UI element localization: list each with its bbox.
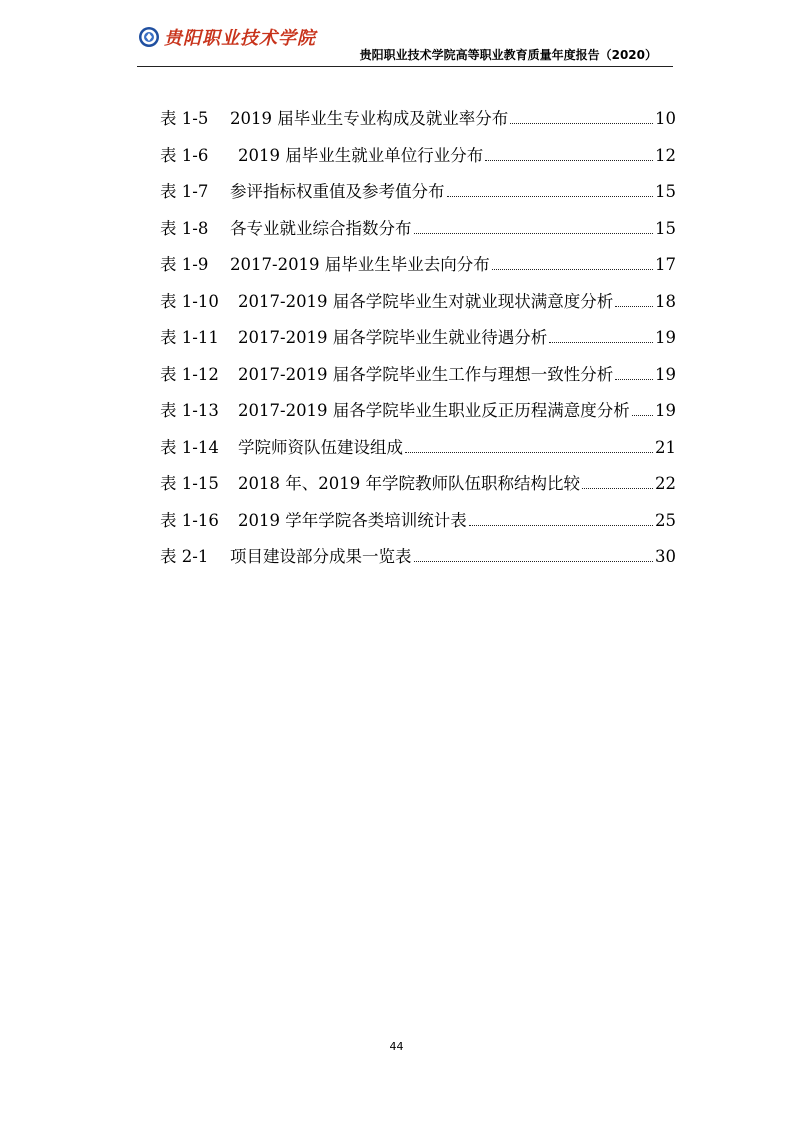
toc-entry-page: 10 <box>655 109 676 128</box>
toc-entry-page: 18 <box>655 291 676 311</box>
toc-entry[interactable] <box>160 288 676 325</box>
toc-entry-title: 参评指标权重值及参考值分布 <box>230 182 445 201</box>
toc-entry-title: 2017-2019 届毕业生毕业去向分布 <box>230 255 490 274</box>
toc-entry-code: 表 1-11 <box>160 328 219 347</box>
toc-entry-title: 2019 学年学院各类培训统计表 <box>238 510 467 530</box>
toc-entry-page: 19 <box>655 364 676 384</box>
toc-entry[interactable] <box>160 324 676 361</box>
toc-entry[interactable] <box>160 361 676 398</box>
toc-entry-page: 15 <box>655 182 676 201</box>
table-of-contents <box>160 105 676 580</box>
toc-leader-dots <box>492 269 653 270</box>
toc-entry-page: 17 <box>655 255 676 274</box>
toc-entry-page: 21 <box>655 437 676 457</box>
toc-leader-dots <box>485 160 653 161</box>
toc-entry[interactable] <box>160 105 676 142</box>
toc-entry[interactable] <box>160 434 676 471</box>
report-title: 贵阳职业技术学院高等职业教育质量年度报告（2020） <box>359 48 657 62</box>
toc-entry-page: 19 <box>655 328 676 347</box>
toc-leader-dots <box>582 488 653 489</box>
toc-leader-dots <box>414 561 654 562</box>
toc-entry-title: 2019 届毕业生专业构成及就业率分布 <box>230 109 509 128</box>
toc-entry-code: 表 1-8 <box>160 218 209 238</box>
toc-entry-page: 30 <box>655 547 676 566</box>
toc-entry-code: 表 1-16 <box>160 510 219 530</box>
toc-entry-title: 项目建设部分成果一览表 <box>230 547 412 566</box>
toc-entry-title: 2017-2019 届各学院毕业生职业反正历程满意度分析 <box>238 401 630 420</box>
toc-entry-page: 19 <box>655 401 676 420</box>
toc-entry[interactable] <box>160 142 676 179</box>
toc-entry-code: 表 1-13 <box>160 401 219 420</box>
toc-leader-dots <box>632 415 653 416</box>
toc-entry-code: 表 1-5 <box>160 109 209 128</box>
page-header <box>0 0 793 66</box>
toc-entry-code: 表 1-7 <box>160 182 209 201</box>
toc-leader-dots <box>405 452 653 453</box>
toc-entry[interactable] <box>160 397 676 434</box>
toc-entry[interactable] <box>160 251 676 288</box>
toc-entry[interactable] <box>160 470 676 507</box>
toc-entry-page: 22 <box>655 474 676 493</box>
page-number: 44 <box>389 1040 404 1053</box>
toc-leader-dots <box>414 233 654 234</box>
college-logo <box>138 24 316 50</box>
header-divider <box>137 66 673 67</box>
toc-leader-dots <box>469 525 653 526</box>
toc-leader-dots <box>447 196 654 197</box>
toc-entry-title: 各专业就业综合指数分布 <box>230 218 412 238</box>
college-logo-text: 贵阳职业技术学院 <box>164 28 316 49</box>
toc-entry-code: 表 1-6 <box>160 145 209 165</box>
toc-entry-title: 2017-2019 届各学院毕业生工作与理想一致性分析 <box>238 364 614 384</box>
toc-entry-title: 2019 届毕业生就业单位行业分布 <box>238 145 484 165</box>
toc-entry-code: 表 1-14 <box>160 437 219 457</box>
toc-entry[interactable] <box>160 178 676 215</box>
toc-entry-code: 表 1-12 <box>160 364 219 384</box>
toc-entry-title: 2018 年、2019 年学院教师队伍职称结构比较 <box>238 474 580 493</box>
toc-entry[interactable] <box>160 543 676 580</box>
toc-entry-title: 2017-2019 届各学院毕业生对就业现状满意度分析 <box>238 291 614 311</box>
toc-entry-title: 2017-2019 届各学院毕业生就业待遇分析 <box>238 328 548 347</box>
toc-entry[interactable] <box>160 507 676 544</box>
toc-entry-title: 学院师资队伍建设组成 <box>238 437 403 457</box>
toc-entry-code: 表 2-1 <box>160 547 209 566</box>
toc-leader-dots <box>615 306 653 307</box>
toc-leader-dots <box>549 342 653 343</box>
toc-entry-page: 12 <box>655 145 676 165</box>
toc-entry-code: 表 1-10 <box>160 291 219 311</box>
toc-entry-code: 表 1-15 <box>160 474 219 493</box>
toc-entry-page: 25 <box>655 510 676 530</box>
toc-entry-page: 15 <box>655 218 676 238</box>
toc-entry-code: 表 1-9 <box>160 255 209 274</box>
toc-leader-dots <box>615 379 653 380</box>
college-emblem-icon <box>138 26 160 48</box>
toc-leader-dots <box>510 123 653 124</box>
toc-entry[interactable] <box>160 215 676 252</box>
